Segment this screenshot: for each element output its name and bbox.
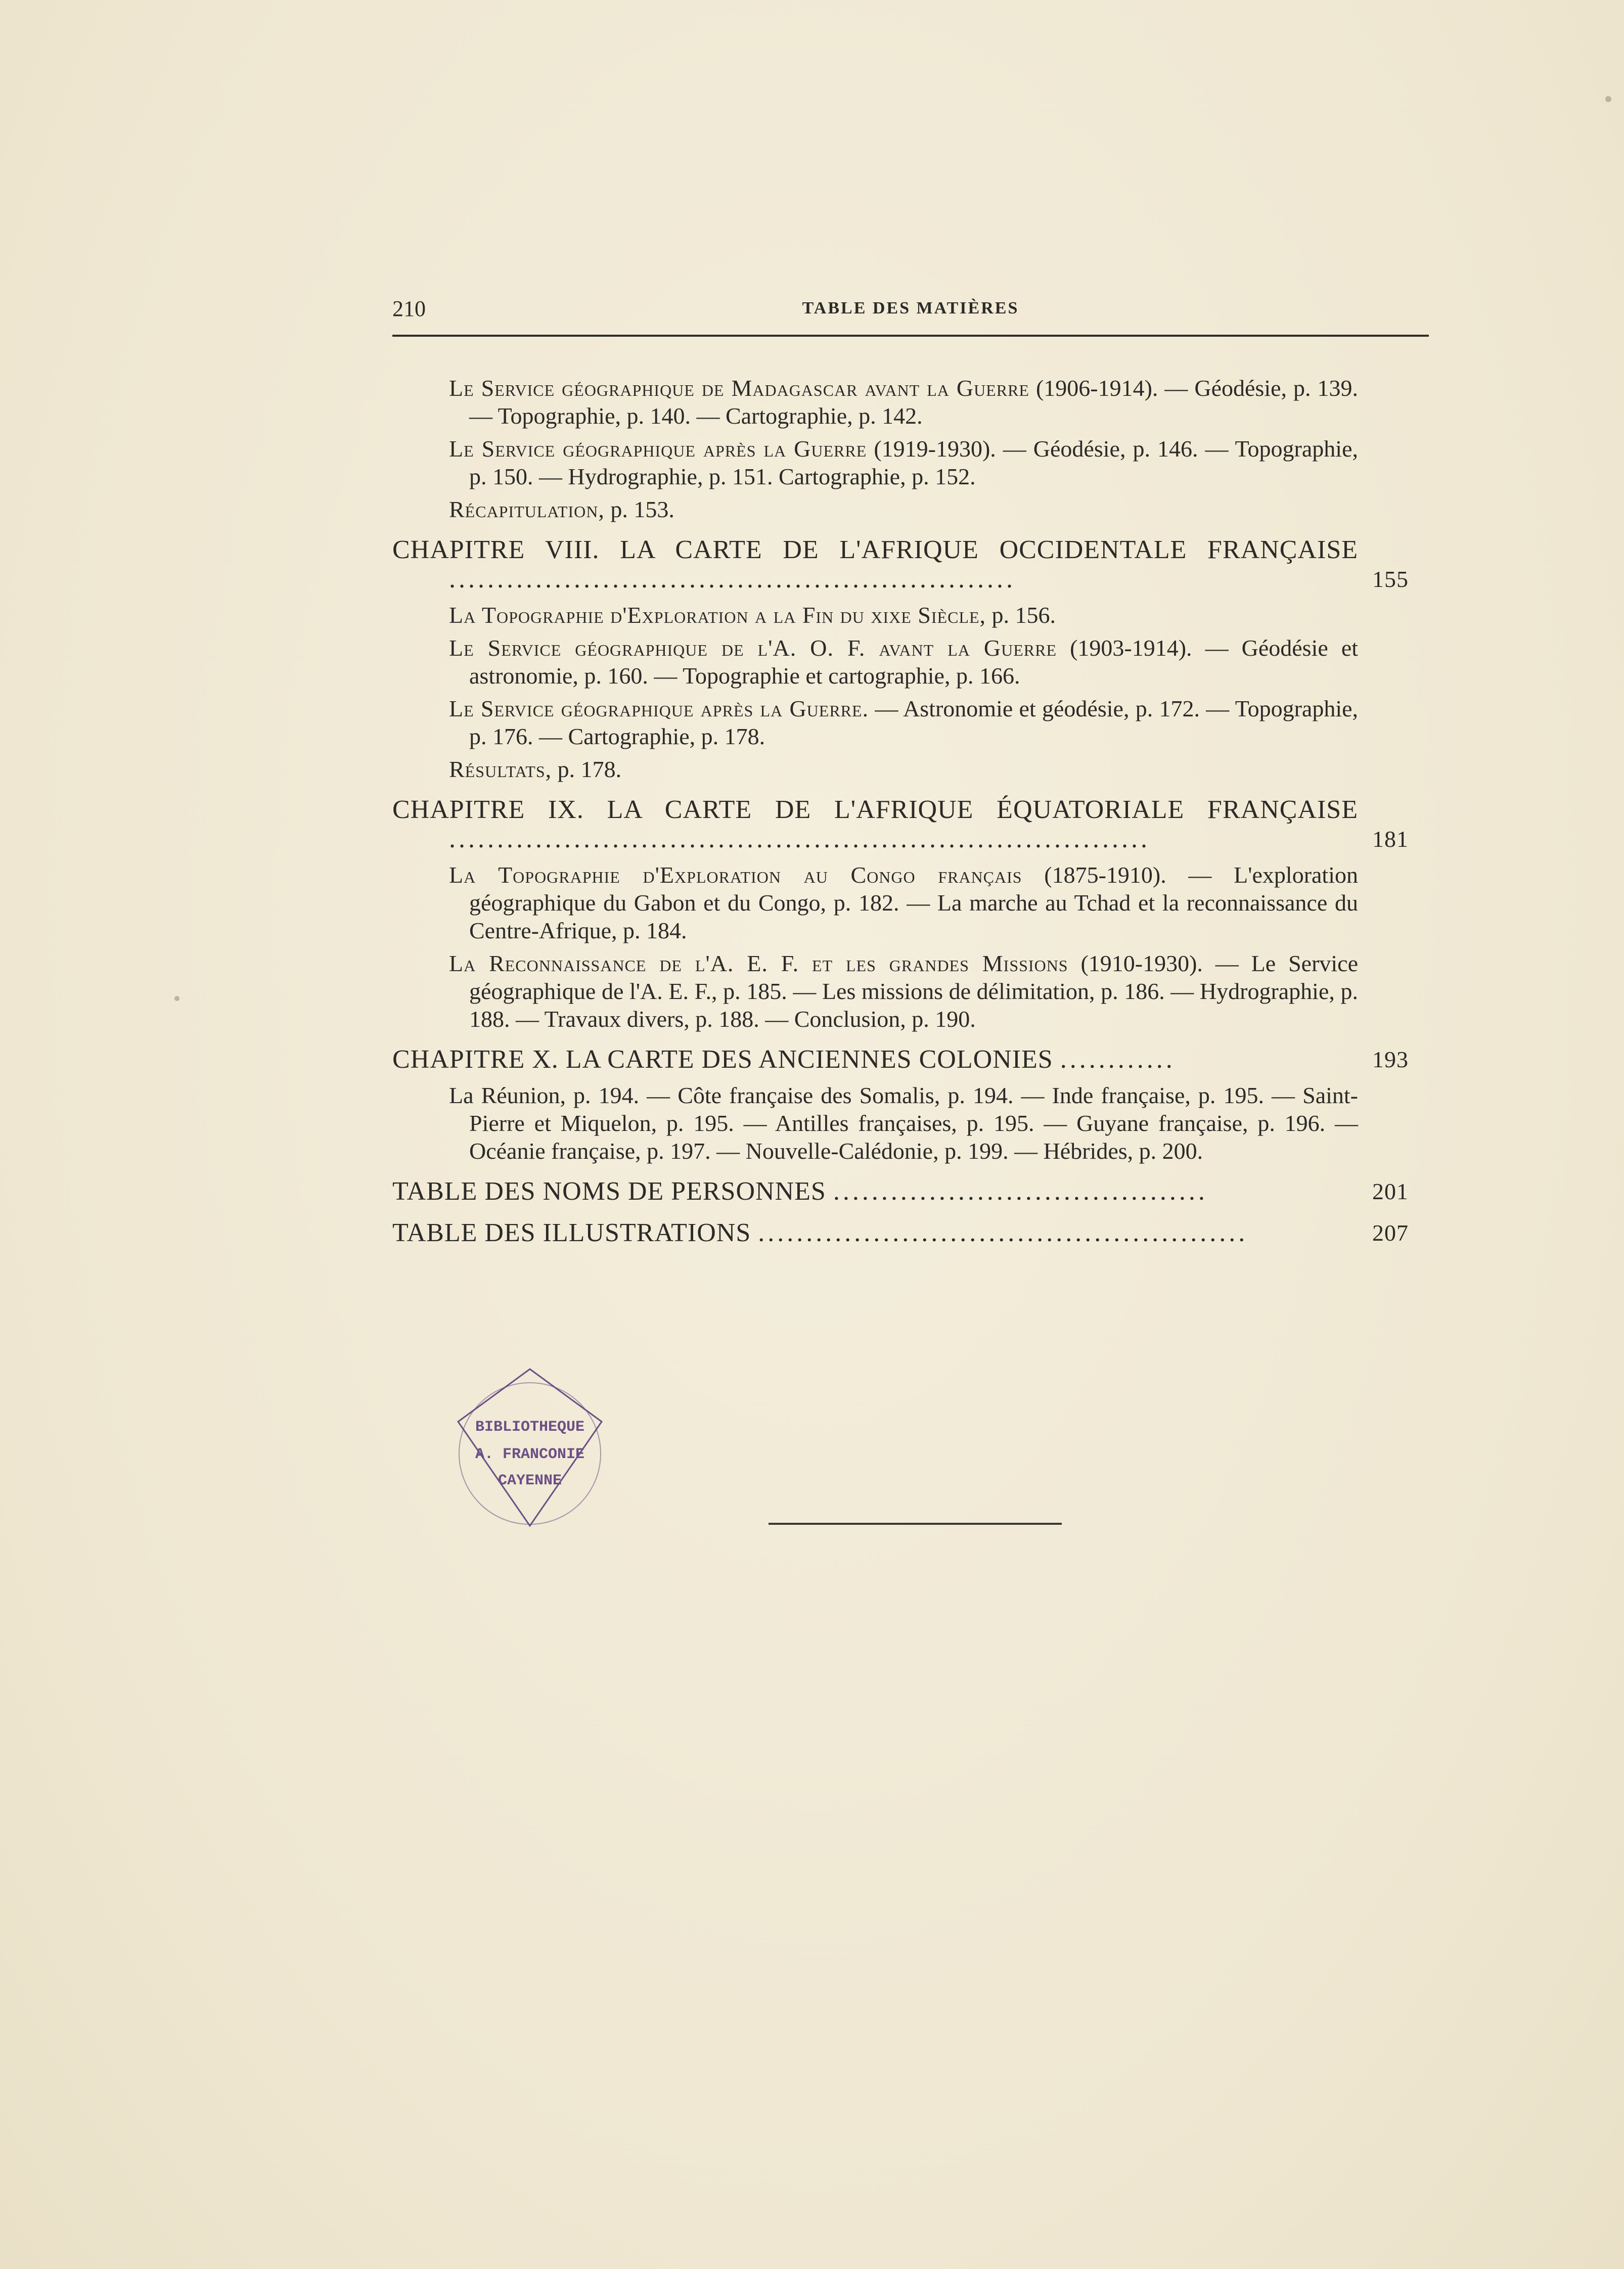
- page-number: 210: [392, 296, 426, 321]
- chapter-entry: CHAPITRE X. LA CARTE DES ANCIENNES COLONIES ............ 193: [392, 1045, 1409, 1074]
- dot-leader: .........................................................................: [449, 825, 1150, 853]
- subentry-text: (1875-1910). — L'exploration géographique du Gabon et du Congo, p. 182. — La marche au Tchad et la reconnaissance du Centre-Afrique, p. 184.: [469, 862, 1358, 943]
- paper-speck: [1605, 96, 1611, 102]
- subentry-title: Le Service géographique après la Guerre.: [449, 696, 869, 721]
- toc-subentry: [392, 435, 1358, 490]
- chapter-title: TABLE DES NOMS DE PERSONNES: [392, 1177, 826, 1206]
- subentry-text: La Réunion, p. 194. — Côte française des Somalis, p. 194. — Inde française, p. 195. — Saint-Pierre et Miquelon, p. 195. — Antilles françaises, p. 195. — Guyane française, p. 196. — Océanie française, p. 197. — Nouvelle-Calédonie, p. 199. — Hébrides, p. 200.: [449, 1082, 1358, 1164]
- subentry-title: La Reconnaissance de l'A. E. F. et les grandes Missions: [449, 950, 1068, 976]
- chapter-entry: TABLE DES ILLUSTRATIONS ................................................... 207: [392, 1218, 1409, 1247]
- chapter-entry: CHAPITRE VIII. LA CARTE DE L'AFRIQUE OCCIDENTALE FRANÇAISE ........................................................... 155: [392, 535, 1409, 594]
- subentry-text: — Astronomie et géodésie, p. 172. — Topographie, p. 176. — Cartographie, p. 178.: [469, 696, 1359, 749]
- closing-rule: [769, 1523, 1062, 1525]
- stamp-line: BIBLIOTHEQUE: [475, 1419, 585, 1436]
- subentry-text: (1919-1930). — Géodésie, p. 146. — Topographie, p. 150. — Hydrographie, p. 151. Cartographie, p. 152.: [469, 436, 1358, 489]
- chapter-title: CHAPITRE X. LA CARTE DES ANCIENNES COLONIES: [392, 1045, 1053, 1074]
- dot-leader: ...........................................................: [449, 565, 1016, 594]
- header-rule: [392, 335, 1429, 337]
- subentry-title: Le Service géographique après la Guerre: [449, 436, 867, 462]
- subentry-text: p. 178.: [557, 756, 622, 782]
- subentry-title: Le Service géographique de Madagascar avant la Guerre: [449, 375, 1029, 401]
- library-stamp: [454, 1365, 606, 1532]
- toc-subentry: [392, 634, 1358, 690]
- subentry-title: Récapitulation,: [449, 496, 605, 522]
- paper-speck: [174, 996, 179, 1001]
- toc-subentry: [392, 695, 1358, 750]
- page-header: [392, 296, 1429, 336]
- toc-subentry: [392, 755, 1358, 783]
- table-of-contents: [392, 374, 1429, 1255]
- chapter-title: TABLE DES ILLUSTRATIONS: [392, 1218, 751, 1247]
- subentry-text: (1903-1914). — Géodésie et astronomie, p. 160. — Topographie et cartographie, p. 166.: [469, 635, 1359, 689]
- chapter-entry: TABLE DES NOMS DE PERSONNES ....................................... 201: [392, 1177, 1409, 1206]
- subentry-text: p. 156.: [991, 602, 1056, 628]
- stamp-line: A. FRANCONIE: [475, 1446, 585, 1463]
- subentry-title: Résultats,: [449, 756, 552, 782]
- toc-subentry: [392, 1081, 1358, 1165]
- subentry-text: p. 153.: [610, 496, 674, 522]
- dot-leader: ............: [1060, 1045, 1176, 1074]
- subentry-text: (1910-1930). — Le Service géographique de l'A. E. F., p. 185. — Les missions de délimitation, p. 186. — Hydrographie, p. 188. — Travaux divers, p. 188. — Conclusion, p. 190.: [469, 950, 1358, 1032]
- subentry-text: (1906-1914). — Géodésie, p. 139. — Topographie, p. 140. — Cartographie, p. 142.: [469, 375, 1358, 429]
- stamp-line: CAYENNE: [498, 1472, 562, 1489]
- chapter-title: CHAPITRE VIII. LA CARTE DE L'AFRIQUE OCCIDENTALE FRANÇAISE: [392, 535, 1358, 564]
- chapter-title: CHAPITRE IX. LA CARTE DE L'AFRIQUE ÉQUATORIALE FRANÇAISE: [392, 795, 1358, 824]
- toc-subentry: [392, 495, 1358, 523]
- toc-subentry: [392, 374, 1358, 430]
- subentry-title: La Topographie d'Exploration a la Fin du xixe Siècle,: [449, 602, 986, 628]
- dot-leader: .......................................: [833, 1177, 1208, 1206]
- dot-leader: ...................................................: [758, 1218, 1248, 1247]
- toc-subentry: [392, 949, 1358, 1033]
- running-title: TABLE DES MATIÈRES: [802, 299, 1019, 317]
- toc-subentry: [392, 861, 1358, 944]
- chapter-entry: CHAPITRE IX. LA CARTE DE L'AFRIQUE ÉQUATORIALE FRANÇAISE ......................................................................... 181: [392, 795, 1409, 853]
- subentry-title: La Topographie d'Exploration au Congo français: [449, 862, 1022, 888]
- subentry-title: Le Service géographique de l'A. O. F. avant la Guerre: [449, 635, 1057, 661]
- toc-subentry: [392, 601, 1358, 629]
